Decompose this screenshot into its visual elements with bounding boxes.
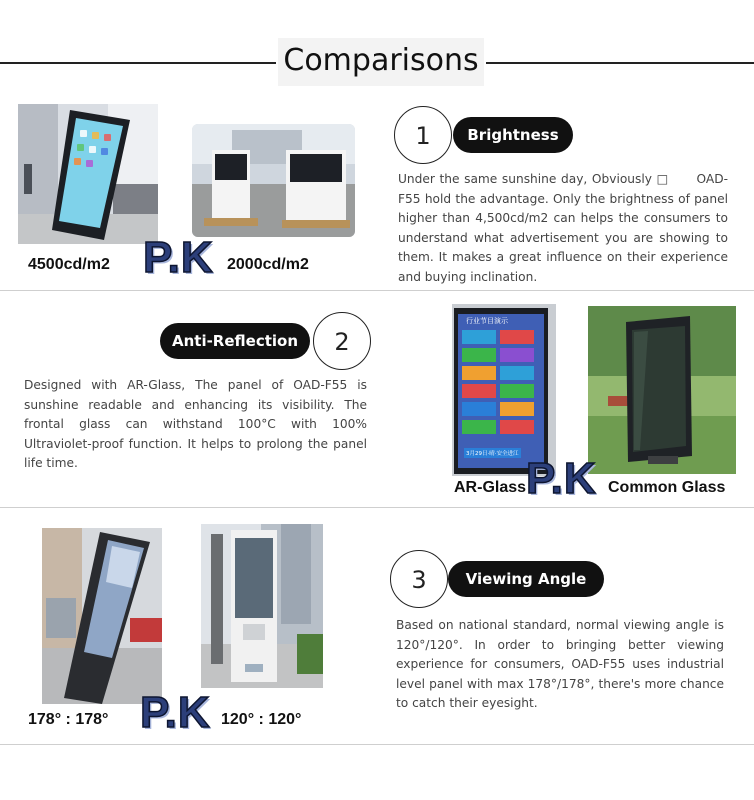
brightness-description: Under the same sunshine day, Obviously □ OAD-F55 hold the advantage. Only the brightness of panel higher than 4,500cd/m2 can helps the consumers to understand what advertisement you are showing to them. It makes a great influence on their experience and buying inclination. [398, 172, 728, 284]
viewing-angle-photo-wide [42, 528, 162, 704]
title-rule-left [0, 62, 276, 64]
anti-reflection-photo-common [588, 306, 736, 474]
divider-3 [0, 744, 754, 745]
ar-screen-footer: 3月29日·晴·安全进江 [464, 448, 521, 458]
anti-reflection-number-badge: 2 [313, 312, 371, 370]
viewing-angle-right-caption: 120° : 120° [221, 711, 302, 728]
brightness-heading: Brightness [453, 117, 573, 153]
brightness-number-badge: 1 [394, 106, 452, 164]
brightness-left-caption: 4500cd/m2 [28, 256, 110, 273]
viewing-angle-photo-narrow [201, 524, 323, 688]
brightness-right-caption: 2000cd/m2 [227, 256, 309, 273]
brightness-photo-low [192, 124, 355, 237]
viewing-angle-heading: Viewing Angle [448, 561, 604, 597]
anti-reflection-pk-label: P.K [526, 454, 597, 503]
anti-reflection-heading: Anti-Reflection [160, 323, 310, 359]
title-rule-right [486, 62, 754, 64]
anti-reflection-photo-ar [452, 304, 556, 476]
viewing-angle-pk-label: P.K [140, 688, 211, 737]
brightness-pk-label: P.K [143, 233, 214, 282]
anti-reflection-right-caption: Common Glass [608, 479, 726, 496]
viewing-angle-description: Based on national standard, normal viewing angle is 120°/120°. In order to bringing better viewing experience for consumers, OAD-F55 uses industrial level panel with max 178°/178°, there's more chance to catch their eyesight. [396, 618, 724, 711]
viewing-angle-number-badge: 3 [390, 550, 448, 608]
brightness-photo-high [18, 104, 158, 244]
anti-reflection-left-caption: AR-Glass [454, 479, 527, 496]
page-title: Comparisons [278, 38, 484, 86]
divider-2 [0, 507, 754, 508]
anti-reflection-description: Designed with AR-Glass, The panel of OAD-F55 is sunshine readable and enhancing its visibility. The frontal glass can withstand 100°C with 100% Ultraviolet-proof function. It helps to prolong the panel life time. [24, 378, 367, 471]
ar-screen-header: 行业节目演示 [466, 317, 508, 325]
divider-1 [0, 290, 754, 291]
viewing-angle-left-caption: 178° : 178° [28, 711, 109, 728]
